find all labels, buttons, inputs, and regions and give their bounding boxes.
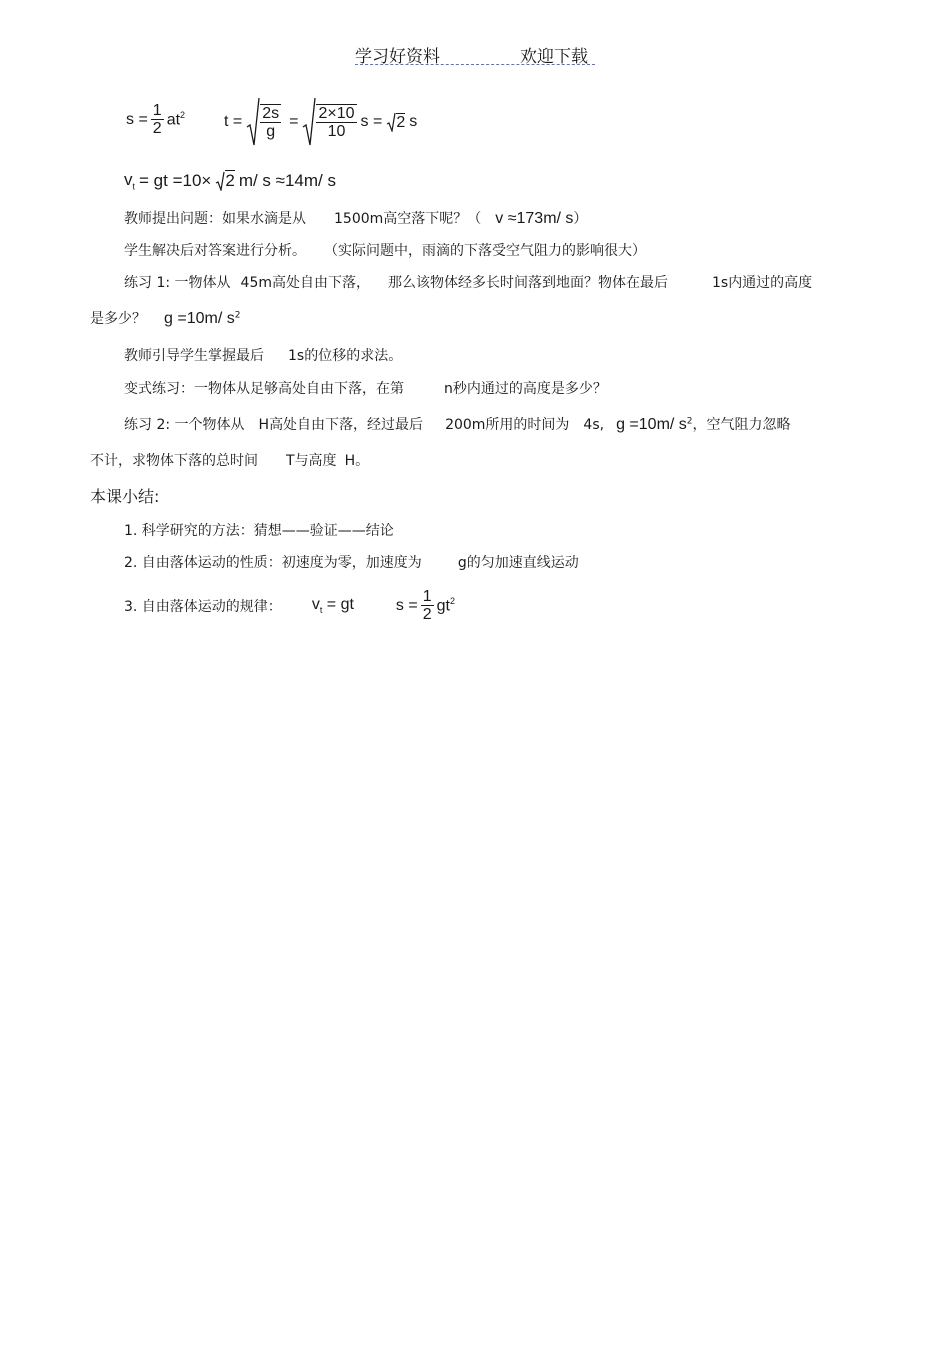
eq1-frac2-num: 2×10 [318, 105, 355, 122]
text: n [444, 381, 453, 397]
text: 3. 自由落体运动的规律： [124, 598, 282, 615]
subscript: t [319, 605, 323, 616]
text: v [311, 595, 320, 613]
paragraph-student-analysis [124, 240, 646, 260]
paragraph-teacher-question [124, 208, 587, 228]
eq2-v [124, 170, 135, 191]
formula-displacement [396, 588, 455, 623]
paragraph-exercise-1-cont [90, 308, 240, 328]
formula-velocity [312, 596, 354, 615]
eq1-s-end: s [409, 113, 418, 130]
text: 1s [288, 348, 305, 364]
text: 2. 自由落体运动的性质：初速度为零，加速度为 [124, 555, 422, 571]
eq1-sqrt2 [386, 112, 405, 132]
summary-item-3 [124, 588, 455, 623]
text: 1: [156, 275, 171, 291]
header-divider [355, 64, 595, 65]
text: ） [573, 211, 588, 227]
eq1-s-tail: s = [360, 113, 383, 130]
paragraph-exercise-2-cont [90, 450, 369, 470]
text: 2: [156, 417, 171, 433]
eq1-half [151, 102, 164, 137]
eq2-sqrt2 [215, 170, 234, 191]
exponent: 2 [686, 416, 693, 427]
paragraph-exercise-1 [124, 272, 812, 292]
text: 学生解决后对答案进行分析。 [124, 243, 306, 259]
paragraph-exercise-2 [124, 414, 791, 434]
eq1-at [167, 110, 185, 129]
sqrt-sign-icon [246, 97, 260, 147]
header-right: 欢迎下载 [520, 47, 588, 67]
eq1-t: t = [224, 113, 243, 130]
summary-item-1: 1. 科学研究的方法：猜想——验证——结论 [124, 523, 394, 539]
text: 1500m [334, 211, 384, 227]
text: 教师提出问题：如果水滴是从 [124, 211, 306, 227]
section-title-summary: 本课小结: [90, 487, 160, 506]
den: 2 [422, 606, 432, 623]
num: 1 [422, 588, 432, 605]
eq1-exp: 2 [180, 109, 186, 120]
text: gt [436, 597, 450, 615]
sqrt-sign-icon [302, 97, 316, 147]
sqrt-sign-icon [215, 171, 225, 191]
eq2-tail: m/ s ≈14m/ s [238, 171, 336, 191]
eq1-frac1-num: 2s [262, 105, 280, 122]
eq2-rest: = gt =10× [139, 171, 212, 191]
text: 高空落下呢？（ [383, 211, 482, 227]
formula: g =10m/ s [164, 310, 235, 327]
text: 变式练习：一物体从足够高处自由下落，在第 [124, 381, 404, 397]
eq2-sqrt2-val: 2 [225, 171, 235, 191]
eq1-frac1 [260, 104, 281, 140]
text: 200m [445, 417, 486, 433]
equation-velocity [124, 170, 336, 191]
eq2-v-text: v [124, 170, 133, 189]
paragraph-teacher-guide [124, 345, 402, 365]
text: 的匀加速直线运动 [466, 555, 579, 571]
eq1-frac2 [316, 104, 356, 140]
text: 的位移的求法。 [304, 348, 403, 364]
text: 不计，求物体下落的总时间 [90, 453, 258, 469]
equation-displacement [126, 102, 185, 137]
text: H [258, 417, 270, 433]
summary-item-2 [124, 552, 579, 572]
text: 内通过的高度 [728, 275, 813, 291]
text: H。 [344, 453, 370, 469]
paragraph-variant-exercise [124, 378, 607, 398]
text: 是多少？ [90, 311, 146, 327]
text: 高处自由下落，经过最后 [269, 417, 424, 433]
text: 练习 [124, 275, 152, 291]
sqrt-sign-icon [386, 112, 396, 132]
text: 教师引导学生掌握最后 [124, 348, 264, 364]
equation-time [224, 97, 417, 147]
text: 一个物体从 [174, 417, 245, 433]
text: s = [395, 596, 418, 614]
eq1-equals: = [289, 113, 299, 130]
eq1-at-text: at [166, 111, 181, 129]
formula: g =10m/ s [616, 416, 687, 433]
text: T [286, 453, 295, 469]
eq1-half-num: 1 [152, 102, 162, 119]
summary-half [421, 588, 434, 623]
eq1-frac1-den: g [266, 123, 276, 140]
exponent: 2 [449, 595, 455, 606]
eq1-half-den: 2 [152, 120, 162, 137]
text: 1s [711, 275, 729, 291]
text: = gt [326, 595, 354, 613]
text: g [457, 555, 467, 571]
exponent: 2 [234, 310, 241, 321]
text: 那么该物体经多长时间落到地面？物体在最后 [387, 275, 668, 291]
text: （实际问题中，雨滴的下落受空气阻力的影响很大） [324, 243, 646, 259]
text: 与高度 [294, 453, 337, 469]
header-left: 学习好资料 [355, 47, 440, 67]
text: 练习 [124, 417, 152, 433]
eq1-sqrt2-val: 2 [396, 114, 406, 131]
eq1-s: s = [126, 110, 148, 128]
eq2-sub: t [132, 181, 136, 192]
text: 所用的时间为 [485, 417, 570, 433]
text: 4s, [583, 417, 605, 433]
text: 秒内通过的高度是多少？ [452, 381, 607, 397]
text: 高处自由下落， [271, 275, 370, 291]
text: 一物体从 [174, 275, 231, 291]
text: 45m [240, 275, 272, 291]
eq1-frac2-den: 10 [327, 123, 346, 140]
formula: v ≈173m/ s [495, 210, 574, 227]
text: ，空气阻力忽略 [692, 417, 791, 433]
